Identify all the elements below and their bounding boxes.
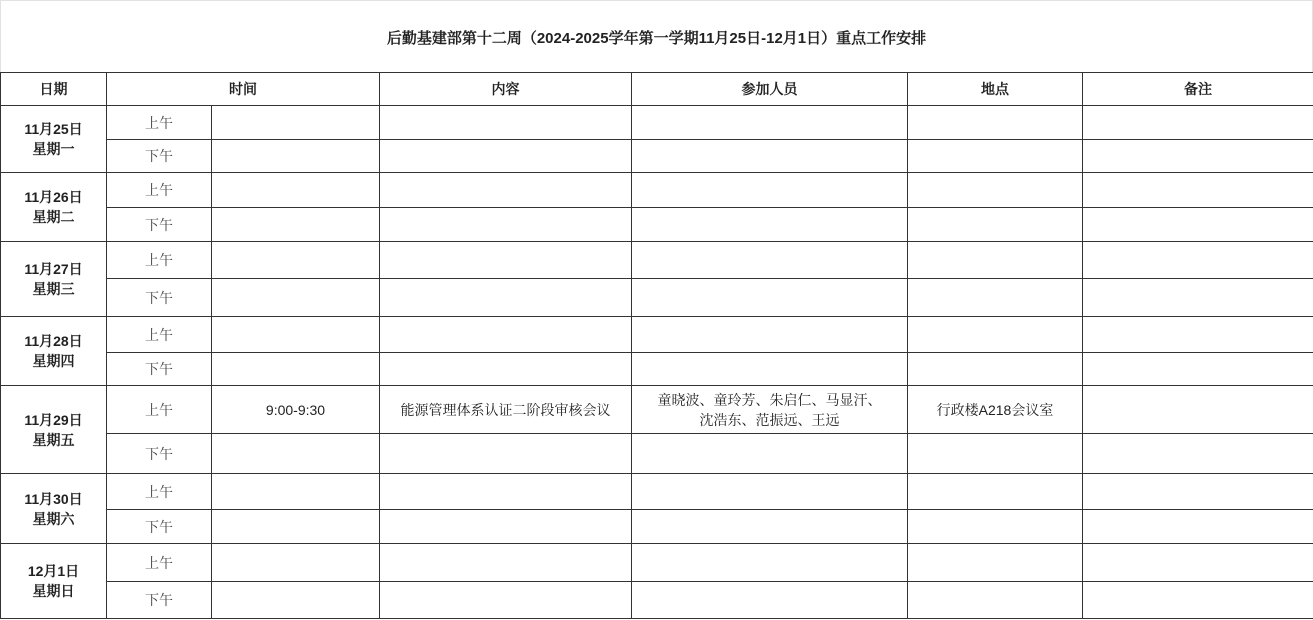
table-row <box>1 582 1313 619</box>
content-cell <box>380 353 632 386</box>
location-cell <box>908 242 1083 279</box>
period-pm: 下午 <box>107 279 212 317</box>
date-label: 12月1日 <box>27 563 80 579</box>
table-row <box>1 510 1313 544</box>
content-cell <box>380 317 632 353</box>
location-cell <box>908 353 1083 386</box>
location-cell <box>908 106 1083 140</box>
weekday-label: 星期二 <box>32 209 75 225</box>
remarks-cell <box>1083 474 1313 510</box>
time-cell <box>212 279 380 317</box>
location-cell <box>908 208 1083 242</box>
header-participants: 参加人员 <box>632 73 908 106</box>
remarks-cell <box>1083 317 1313 353</box>
time-cell <box>212 474 380 510</box>
date-label: 11月29日 <box>24 411 83 428</box>
date-cell <box>1 317 107 386</box>
participants-cell <box>632 544 908 582</box>
participants-cell <box>632 434 908 474</box>
participants-cell <box>632 317 908 353</box>
location-cell <box>908 279 1083 317</box>
participants-cell <box>632 386 908 434</box>
remarks-cell <box>1083 279 1313 317</box>
location-cell <box>908 474 1083 510</box>
time-cell <box>212 582 380 619</box>
weekday-label: 星期四 <box>32 353 75 369</box>
location-cell: 行政楼A218会议室 <box>908 386 1083 434</box>
content-cell <box>380 474 632 510</box>
remarks-cell <box>1083 106 1313 140</box>
remarks-cell <box>1083 242 1313 279</box>
date-label: 11月28日 <box>24 333 83 349</box>
location-cell <box>908 510 1083 544</box>
period-pm: 下午 <box>107 510 212 544</box>
date-label: 11月25日 <box>24 121 83 137</box>
header-location: 地点 <box>908 73 1083 106</box>
participants-cell <box>632 106 908 140</box>
participants-cell <box>632 510 908 544</box>
date-label: 11月30日 <box>24 490 83 507</box>
participants-cell <box>632 279 908 317</box>
table-row <box>1 173 1313 208</box>
remarks-cell <box>1083 582 1313 619</box>
schedule-table <box>0 72 1313 619</box>
content-cell <box>380 544 632 582</box>
date-cell <box>1 173 107 242</box>
table-row <box>1 353 1313 386</box>
content-cell <box>380 106 632 140</box>
date-cell <box>1 386 107 474</box>
weekday-label: 星期一 <box>32 141 75 157</box>
time-cell: 9:00-9:30 <box>212 386 380 434</box>
period-pm: 下午 <box>107 582 212 619</box>
time-cell <box>212 510 380 544</box>
content-cell <box>380 510 632 544</box>
time-cell <box>212 242 380 279</box>
location-cell <box>908 544 1083 582</box>
time-cell <box>212 173 380 208</box>
period-am: 上午 <box>107 242 212 279</box>
period-am: 上午 <box>107 317 212 353</box>
content-cell <box>380 279 632 317</box>
remarks-cell <box>1083 434 1313 474</box>
time-cell <box>212 208 380 242</box>
content-cell <box>380 173 632 208</box>
time-cell <box>212 140 380 173</box>
remarks-cell <box>1083 353 1313 386</box>
time-cell <box>212 434 380 474</box>
participants-cell <box>632 140 908 173</box>
period-am: 上午 <box>107 173 212 208</box>
table-row <box>1 208 1313 242</box>
date-cell <box>1 242 107 317</box>
content-cell <box>380 208 632 242</box>
header-time: 时间 <box>107 73 380 106</box>
date-cell <box>1 544 107 619</box>
remarks-cell <box>1083 544 1313 582</box>
table-row <box>1 474 1313 510</box>
period-pm: 下午 <box>107 140 212 173</box>
period-am: 上午 <box>107 106 212 140</box>
remarks-cell <box>1083 140 1313 173</box>
content-cell <box>380 140 632 173</box>
header-date: 日期 <box>1 73 107 106</box>
content-cell <box>380 242 632 279</box>
period-am: 上午 <box>107 386 212 434</box>
location-cell <box>908 582 1083 619</box>
remarks-cell <box>1083 208 1313 242</box>
table-row <box>1 242 1313 279</box>
remarks-cell <box>1083 386 1313 434</box>
time-cell <box>212 106 380 140</box>
weekday-label: 星期日 <box>32 583 75 599</box>
date-cell <box>1 106 107 173</box>
header-remarks: 备注 <box>1083 73 1313 106</box>
location-cell <box>908 140 1083 173</box>
participants-cell <box>632 173 908 208</box>
location-cell <box>908 317 1083 353</box>
date-cell <box>1 474 107 544</box>
table-row <box>1 106 1313 140</box>
page-title: 后勤基建部第十二周（2024-2025学年第一学期11月25日-12月1日）重点工作安排 <box>0 0 1313 73</box>
period-pm: 下午 <box>107 434 212 474</box>
table-row <box>1 140 1313 173</box>
content-cell <box>380 582 632 619</box>
table-row <box>1 434 1313 474</box>
period-pm: 下午 <box>107 353 212 386</box>
time-cell <box>212 317 380 353</box>
date-label: 11月26日 <box>24 189 83 205</box>
weekday-label: 星期六 <box>32 510 75 527</box>
period-am: 上午 <box>107 544 212 582</box>
weekday-label: 星期三 <box>32 281 75 297</box>
table-row <box>1 544 1313 582</box>
remarks-cell <box>1083 510 1313 544</box>
location-cell <box>908 173 1083 208</box>
content-cell: 能源管理体系认证二阶段审核会议 <box>380 386 632 434</box>
header-row <box>1 73 1313 106</box>
participants-cell <box>632 242 908 279</box>
participants-line: 沈浩东、范振远、王远 <box>699 411 840 428</box>
participants-cell <box>632 208 908 242</box>
content-cell <box>380 434 632 474</box>
location-cell <box>908 434 1083 474</box>
table-row <box>1 317 1313 353</box>
remarks-cell <box>1083 173 1313 208</box>
table-row <box>1 279 1313 317</box>
header-content: 内容 <box>380 73 632 106</box>
period-pm: 下午 <box>107 208 212 242</box>
participants-cell <box>632 582 908 619</box>
period-am: 上午 <box>107 474 212 510</box>
participants-line: 童晓波、童玲芳、朱启仁、马显汗、 <box>657 391 882 408</box>
time-cell <box>212 544 380 582</box>
date-label: 11月27日 <box>24 261 83 277</box>
table-row <box>1 386 1313 434</box>
weekday-label: 星期五 <box>32 431 75 448</box>
participants-cell <box>632 353 908 386</box>
time-cell <box>212 353 380 386</box>
participants-cell <box>632 474 908 510</box>
